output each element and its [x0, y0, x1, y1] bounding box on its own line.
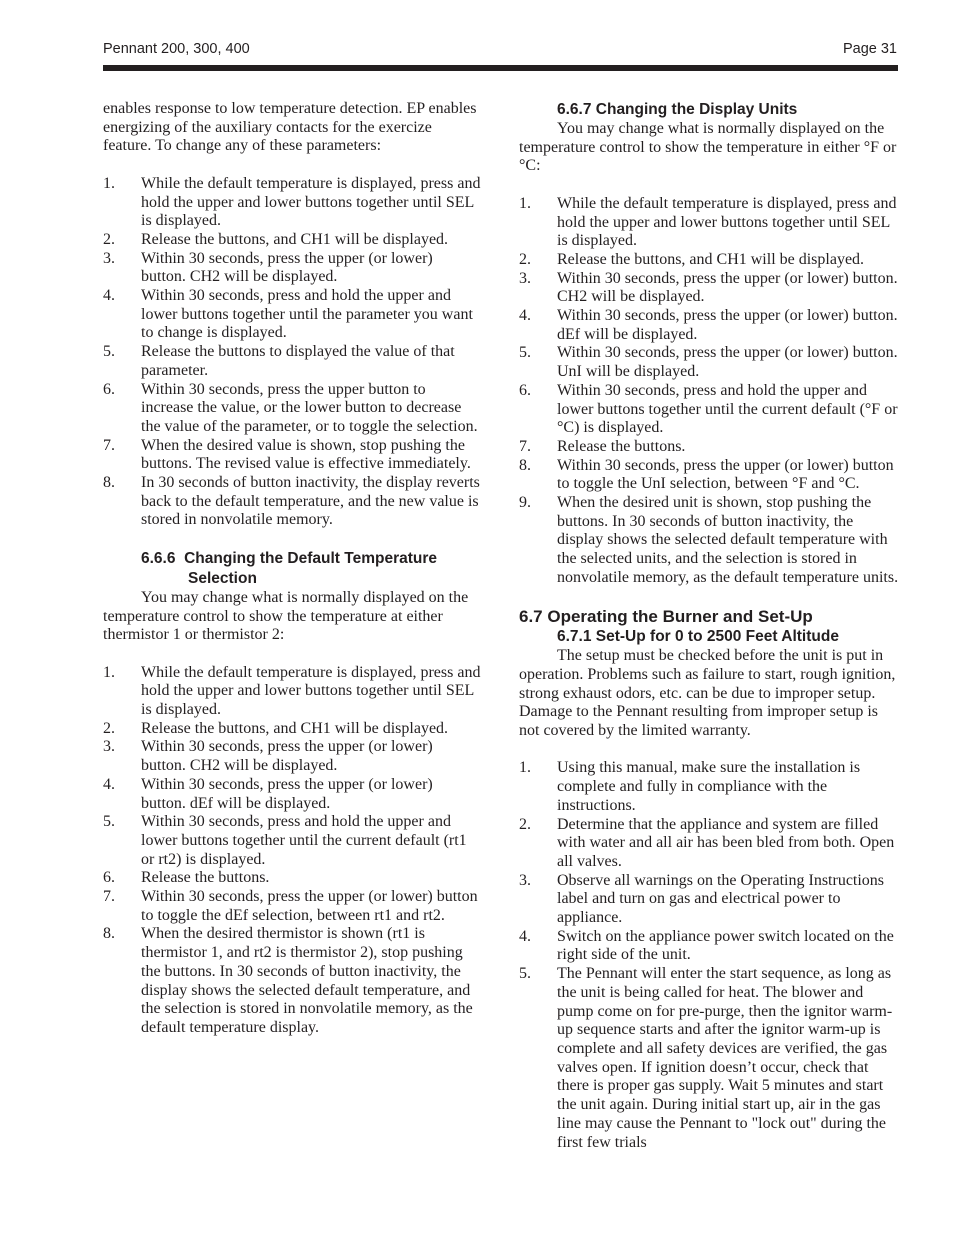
list-item-number: 3.	[519, 269, 531, 287]
list-item	[103, 231, 481, 250]
section-666-number: 6.6.6	[141, 549, 176, 567]
list-item-text: Within 30 seconds, press and hold the upper and lower buttons together until the current default (rt1 or rt2) is displayed.	[141, 813, 467, 868]
list-item-number: 3.	[519, 871, 531, 889]
section-666-title-line1: Changing the Default Temperature	[184, 549, 438, 567]
list-item	[103, 888, 481, 925]
list-item-text: Release the buttons.	[557, 437, 686, 455]
list-item-text: Release the buttons, and CH1 will be displayed.	[141, 230, 449, 248]
list-item-number: 4.	[103, 287, 115, 305]
list-item-number: 4.	[103, 775, 115, 793]
list-item	[519, 438, 899, 457]
list-item-number: 9.	[519, 494, 531, 512]
list-item	[519, 270, 899, 307]
list-item	[103, 175, 481, 231]
default-temp-steps-list	[103, 664, 481, 1038]
section-666-title-line2: Selection	[188, 569, 257, 587]
list-item-text: Release the buttons to displayed the value of that parameter.	[141, 343, 455, 379]
list-item-number: 5.	[519, 344, 531, 362]
list-item	[519, 382, 899, 438]
intro-paragraph: enables response to low temperature detection. EP enables energizing of the auxiliary contacts for the exercize feature. To change any of these parameters:	[103, 100, 477, 155]
list-item-text: While the default temperature is displayed, press and hold the upper and lower buttons together until SEL is displayed.	[141, 663, 481, 719]
list-item	[519, 759, 899, 815]
setup-steps-list	[519, 759, 899, 1152]
list-item	[519, 307, 899, 344]
list-item-text: Determine that the appliance and system are filled with water and all air has been bled from both. Open all valves.	[557, 815, 895, 870]
list-item-text: Release the buttons, and CH1 will be displayed.	[557, 250, 865, 268]
list-item-text: Switch on the appliance power switch located on the right side of the unit.	[557, 927, 894, 964]
list-item	[519, 494, 899, 588]
list-item	[519, 457, 899, 494]
list-item-text: Using this manual, make sure the installation is complete and fully in compliance with the instructions.	[557, 759, 861, 814]
list-item-number: 2.	[103, 719, 115, 737]
list-item-number: 7.	[103, 436, 115, 454]
section-671-heading: 6.7.1 Set-Up for 0 to 2500 Feet Altitude	[557, 628, 839, 646]
list-item-number: 5.	[103, 813, 115, 831]
section-667-heading: 6.6.7 Changing the Display Units	[557, 101, 798, 118]
section-667-intro: You may change what is normally displayed on the temperature control to show the temperature in either °F or °C:	[519, 120, 897, 175]
list-item-number: 2.	[519, 815, 531, 833]
list-item	[103, 869, 481, 888]
list-item-number: 5.	[519, 965, 531, 983]
header-rule	[103, 65, 898, 71]
list-item-number: 4.	[519, 927, 531, 945]
list-item-text: Observe all warnings on the Operating Instructions label and turn on gas and electrical power to appliance.	[557, 871, 885, 927]
list-item	[103, 738, 481, 775]
list-item	[519, 344, 899, 381]
list-item-number: 2.	[103, 230, 115, 248]
list-item-number: 6.	[103, 380, 115, 398]
list-item-number: 6.	[103, 869, 115, 887]
list-item-number: 7.	[103, 888, 115, 906]
list-item	[519, 965, 899, 1152]
list-item	[103, 776, 481, 813]
list-item-text: Within 30 seconds, press and hold the upper and lower buttons together until the current default (°F or °C) is displayed.	[557, 381, 898, 437]
list-item-text: Within 30 seconds, press the upper (or lower) button. CH2 will be displayed.	[141, 738, 433, 775]
list-item-number: 7.	[519, 437, 531, 455]
right-column	[519, 100, 899, 1152]
list-item	[103, 287, 481, 343]
list-item-text: While the default temperature is displayed, press and hold the upper and lower buttons together until SEL is displayed.	[557, 194, 897, 250]
list-item	[519, 816, 899, 872]
list-item	[103, 664, 481, 720]
list-item-text: Within 30 seconds, press the upper (or lower) button. UnI will be displayed.	[557, 344, 898, 381]
list-item-number: 3.	[103, 249, 115, 267]
list-item-number: 8.	[103, 474, 115, 492]
list-item	[103, 343, 481, 380]
list-item-number: 3.	[103, 738, 115, 756]
list-item	[103, 813, 481, 869]
list-item-number: 6.	[519, 381, 531, 399]
list-item-text: Within 30 seconds, press the upper (or lower) button to toggle the UnI selection, between °F and °C.	[557, 456, 894, 493]
list-item-number: 4.	[519, 307, 531, 325]
list-item-text: When the desired unit is shown, stop pushing the buttons. In 30 seconds of button inactivity, the display shows the selected default temperature with the selected units, and the selection is stored in nonvolatile memory, as the default temperature units.	[557, 494, 899, 586]
section-666-heading	[141, 549, 481, 589]
list-item	[103, 381, 481, 437]
list-item-text: When the desired thermistor is shown (rt1 is thermistor 1, and rt2 is thermistor 2), stop pushing the buttons. In 30 seconds of button inactivity, the display shows the selected default temperature, and the selection is stored in nonvolatile memory, as the default temperature display.	[141, 925, 473, 1036]
section-671-intro: The setup must be checked before the unit is put in operation. Problems such as failure to start, rough ignition, strong exhaust odors, etc. can be due to improper setup. Damage to the Pennant resulting from improper setup is not covered by the limited warranty.	[519, 647, 896, 740]
display-units-steps-list	[519, 195, 899, 588]
list-item	[519, 195, 899, 251]
list-item	[519, 928, 899, 965]
list-item	[103, 474, 481, 530]
list-item	[103, 720, 481, 739]
list-item-text: Within 30 seconds, press the upper (or lower) button. dEf will be displayed.	[557, 307, 898, 343]
list-item-number: 1.	[103, 663, 115, 681]
list-item-number: 8.	[519, 456, 531, 474]
parameter-steps-list	[103, 175, 481, 530]
list-item-text: Release the buttons.	[141, 869, 270, 887]
list-item	[103, 250, 481, 287]
list-item-number: 5.	[103, 343, 115, 361]
list-item	[103, 925, 481, 1037]
list-item-text: Within 30 seconds, press the upper (or lower) button. dEf will be displayed.	[141, 775, 433, 812]
left-column	[103, 100, 481, 1038]
list-item-number: 8.	[103, 925, 115, 943]
list-item-text: In 30 seconds of button inactivity, the display reverts back to the default temperature, and the new value is stored in nonvolatile memory.	[141, 474, 480, 529]
list-item-number: 2.	[519, 250, 531, 268]
section-666-intro: You may change what is normally displayed on the temperature control to show the temperature at either thermistor 1 or thermistor 2:	[103, 588, 469, 644]
list-item-text: Within 30 seconds, press the upper (or lower) button. CH2 will be displayed.	[141, 249, 433, 286]
list-item-number: 1.	[519, 759, 531, 777]
header-title: Pennant 200, 300, 400	[103, 41, 250, 57]
page-number: Page 31	[842, 41, 897, 57]
list-item-text: Release the buttons, and CH1 will be displayed.	[141, 719, 449, 737]
list-item	[519, 872, 899, 928]
section-67-heading: 6.7 Operating the Burner and Set-Up	[519, 607, 813, 627]
list-item-text: Within 30 seconds, press the upper button to increase the value, or the lower button to decrease the value of the parameter, or to toggle the selection.	[141, 380, 478, 435]
list-item-number: 1.	[103, 174, 115, 192]
list-item	[103, 437, 481, 474]
list-item-text: The Pennant will enter the start sequence, as long as the unit is being called for heat. The blower and pump come on for pre-purge, then the ignitor warm-up sequence starts and after the ignitor warm-up is complete and all safety devices are verified, the gas valves open. If ignition doesn’t occur, check that there is proper gas supply. Wait 5 minutes and start the unit again. During initial start up, air in the gas line may cause the Pennant to "lock out" during the first few trials	[557, 965, 893, 1151]
list-item	[519, 251, 899, 270]
list-item-text: While the default temperature is displayed, press and hold the upper and lower buttons together until SEL is displayed.	[141, 174, 481, 230]
list-item-text: Within 30 seconds, press the upper (or lower) button. CH2 will be displayed.	[557, 269, 898, 306]
list-item-number: 1.	[519, 194, 531, 212]
list-item-text: Within 30 seconds, press and hold the upper and lower buttons together until the parameter you want to change is displayed.	[141, 287, 473, 342]
list-item-text: Within 30 seconds, press the upper (or lower) button to toggle the dEf selection, between rt1 and rt2.	[141, 888, 478, 924]
list-item-text: When the desired value is shown, stop pushing the buttons. The revised value is effective immediately.	[141, 436, 471, 473]
